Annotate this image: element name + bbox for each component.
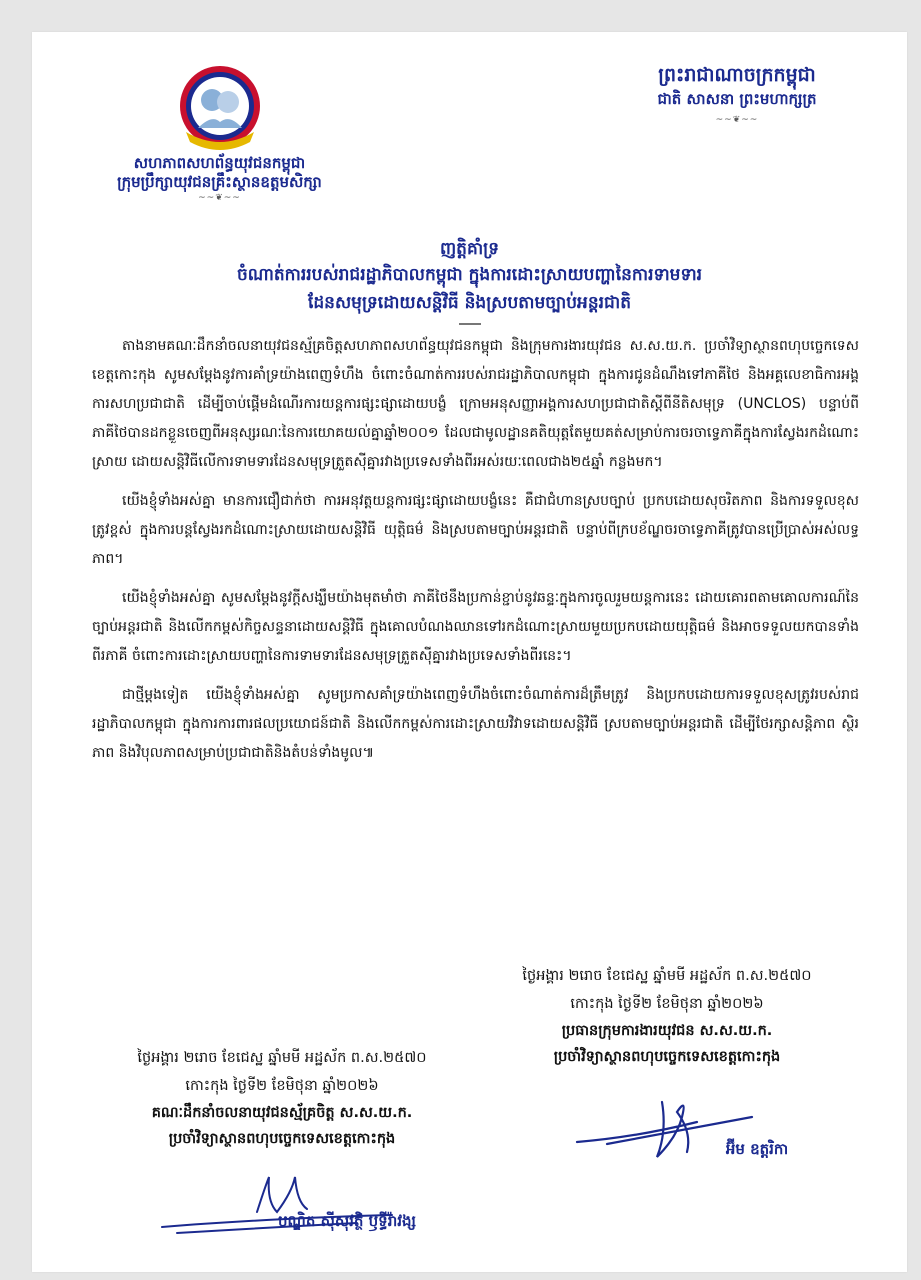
document-title-line2: ដែនសមុទ្រដោយសន្តិវិធី និងស្របតាមច្បាប់អន្តរជាតិ xyxy=(307,293,631,313)
document-page xyxy=(32,32,907,1272)
signatory-block-left xyxy=(92,1044,472,1152)
signatory-role: ប្រធានក្រុមការងារយុវជន ស.ស.យ.ក. xyxy=(561,1023,773,1039)
org-name-line1: សហភាពសហព័ន្ធយុវជនកម្ពុជា xyxy=(133,154,306,172)
kingdom-subtitle: ជាតិ សាសនា ព្រះមហាក្សត្រ xyxy=(657,90,817,108)
date-lunar: ថ្ងៃអង្គារ ២រោច ខែជេស្ឋ ឆ្នាំមមី អដ្ឋស័ក ព.ស.២៥៧០ xyxy=(137,1050,427,1066)
signatory-block-right xyxy=(477,962,857,1070)
date-solar: កោះកុង ថ្ងៃទី២ ខែមិថុនា ឆ្នាំ២០២៦ xyxy=(570,996,764,1012)
signatory-role: គណៈដឹកនាំចលនាយុវជនស្ម័គ្រចិត្ត ស.ស.យ.ក. xyxy=(151,1105,413,1121)
document-title-block xyxy=(92,237,847,325)
signatory-name: បណ្ឌិត ស៊ីសុវត្ថិ ឫទ្ធីរ៉ាវង្ស xyxy=(278,1212,416,1230)
document-type: ញត្តិគាំទ្រ xyxy=(439,239,500,259)
signatory-institution: ប្រចាំវិទ្យាស្ថានពហុបច្ចេកទេសខេត្តកោះកុង xyxy=(168,1131,396,1147)
youth-union-emblem-icon xyxy=(172,62,268,154)
kingdom-title: ព្រះរាជាណាចក្រកម្ពុជា xyxy=(658,64,816,86)
paragraph: តាងនាមគណៈដឹកនាំចលនាយុវជនស្ម័គ្រចិត្តសហភាពសហព័ន្ធយុវជនកម្ពុជា និងក្រុមការងារយុវជន ស.ស.យ.ក. ប្រចាំវិទ្យាស្ថានពហុបច្ចេកទេសខេត្តកោះកុង សូមសម្តែងនូវការគាំទ្រយ៉ាងពេញទំហឹង ចំពោះចំណាត់ការរបស់រាជរដ្ឋាភិបាលកម្ពុជា ក្នុងការជូនដំណឹងទៅភាគីថៃ និងអគ្គលេខាធិការអង្គការសហប្រជាជាតិ ដើម្បីចាប់ផ្តើមដំណើរការយន្តការផ្សះផ្សាដោយបង្ខំ ក្រោមអនុសញ្ញាអង្គការសហប្រជាជាតិស្តីពីនីតិសមុទ្រ (UNCLOS) បន្ទាប់ពីភាគីថៃបានដកខ្លួនចេញពីអនុស្សរណៈនៃការយោគយល់គ្នាឆ្នាំ២០០១ ដែលជាមូលដ្ឋានគតិយុត្តតែមួយគត់សម្រាប់ការចរចាទ្វេភាគីក្នុងការស្វែងរកដំណោះស្រាយ ដោយសន្តិវិធីលើការទាមទារដែនសមុទ្រត្រួតស៊ីគ្នារវាងប្រទេសទាំងពីរអស់រយៈពេលជាង២៥ឆ្នាំ កន្លងមក។ xyxy=(92,338,859,470)
paragraph: យើងខ្ញុំទាំងអស់គ្នា មានការជឿជាក់ថា ការអនុវត្តយន្តការផ្សះផ្សាដោយបង្ខំនេះ គឺជាជំហានស្របច្បាប់ ប្រកបដោយសុចរិតភាព និងការទទួលខុសត្រូវខ្ពស់ ក្នុងការបន្តស្វែងរកដំណោះស្រាយដោយសន្តិវិធី យុត្តិធម៌ និងស្របតាមច្បាប់អន្តរជាតិ បន្ទាប់ពីក្របខ័ណ្ឌចរចាទ្វេភាគីត្រូវបានប្រើប្រាស់អស់លទ្ធភាព។ xyxy=(92,493,859,567)
org-name-line2: ក្រុមប្រឹក្សាយុវជនគ្រឹះស្ថានឧត្តមសិក្សា xyxy=(117,173,322,191)
paragraph: យើងខ្ញុំទាំងអស់គ្នា សូមសម្តែងនូវក្តីសង្ឃឹមយ៉ាងមុតមាំថា ភាគីថៃនឹងប្រកាន់ខ្ជាប់នូវឆន្ទៈក្នុងការចូលរួមយន្តការនេះ ដោយគោរពតាមគោលការណ៍នៃច្បាប់អន្តរជាតិ និងលើកកម្ពស់កិច្ចសន្ទនាដោយសន្តិវិធី ក្នុងគោលបំណងឈានទៅរកដំណោះស្រាយមួយប្រកបដោយយុត្តិធម៌ និងអាចទទួលយកបានទាំងពីរភាគី ចំពោះការដោះស្រាយបញ្ហានៃការទាមទារដែនសមុទ្រត្រួតស៊ីគ្នារវាងប្រទេសទាំងពីរនេះ។ xyxy=(92,590,859,664)
date-solar: កោះកុង ថ្ងៃទី២ ខែមិថុនា ឆ្នាំ២០២៦ xyxy=(185,1078,379,1094)
signatory-institution: ប្រចាំវិទ្យាស្ថានពហុបច្ចេកទេសខេត្តកោះកុង xyxy=(553,1049,781,1065)
document-body xyxy=(92,332,859,778)
ornament-divider: ~~❦~~ xyxy=(198,193,241,203)
date-lunar: ថ្ងៃអង្គារ ២រោច ខែជេស្ឋ ឆ្នាំមមី អដ្ឋស័ក ព.ស.២៥៧០ xyxy=(522,968,812,984)
organization-header xyxy=(112,62,327,204)
paragraph: ជាថ្មីម្តងទៀត យើងខ្ញុំទាំងអស់គ្នា សូមប្រកាសគាំទ្រយ៉ាងពេញទំហឹងចំពោះចំណាត់ការដ៏ត្រឹមត្រូវ និងប្រកបដោយការទទួលខុសត្រូវរបស់រាជរដ្ឋាភិបាលកម្ពុជា ក្នុងការការពារផលប្រយោជន៍ជាតិ និងលើកកម្ពស់ការដោះស្រាយវិវាទដោយសន្តិវិធី ស្របតាមច្បាប់អន្តរជាតិ ដើម្បីថែរក្សាសន្តិភាព ស្ថិរភាព និងវិបុលភាពសម្រាប់ប្រជាជាតិនិងតំបន់ទាំងមូល៕ xyxy=(92,687,859,761)
ornament-divider-right: ~~❦~~ xyxy=(715,115,759,125)
signatory-name: អ៊ីម ឧត្តរិកា xyxy=(725,1140,789,1158)
title-separator xyxy=(459,323,481,325)
kingdom-motto xyxy=(617,62,857,126)
document-title-line1: ចំណាត់ការរបស់រាជរដ្ឋាភិបាលកម្ពុជា ក្នុងការដោះស្រាយបញ្ហានៃការទាមទារ xyxy=(236,265,703,285)
